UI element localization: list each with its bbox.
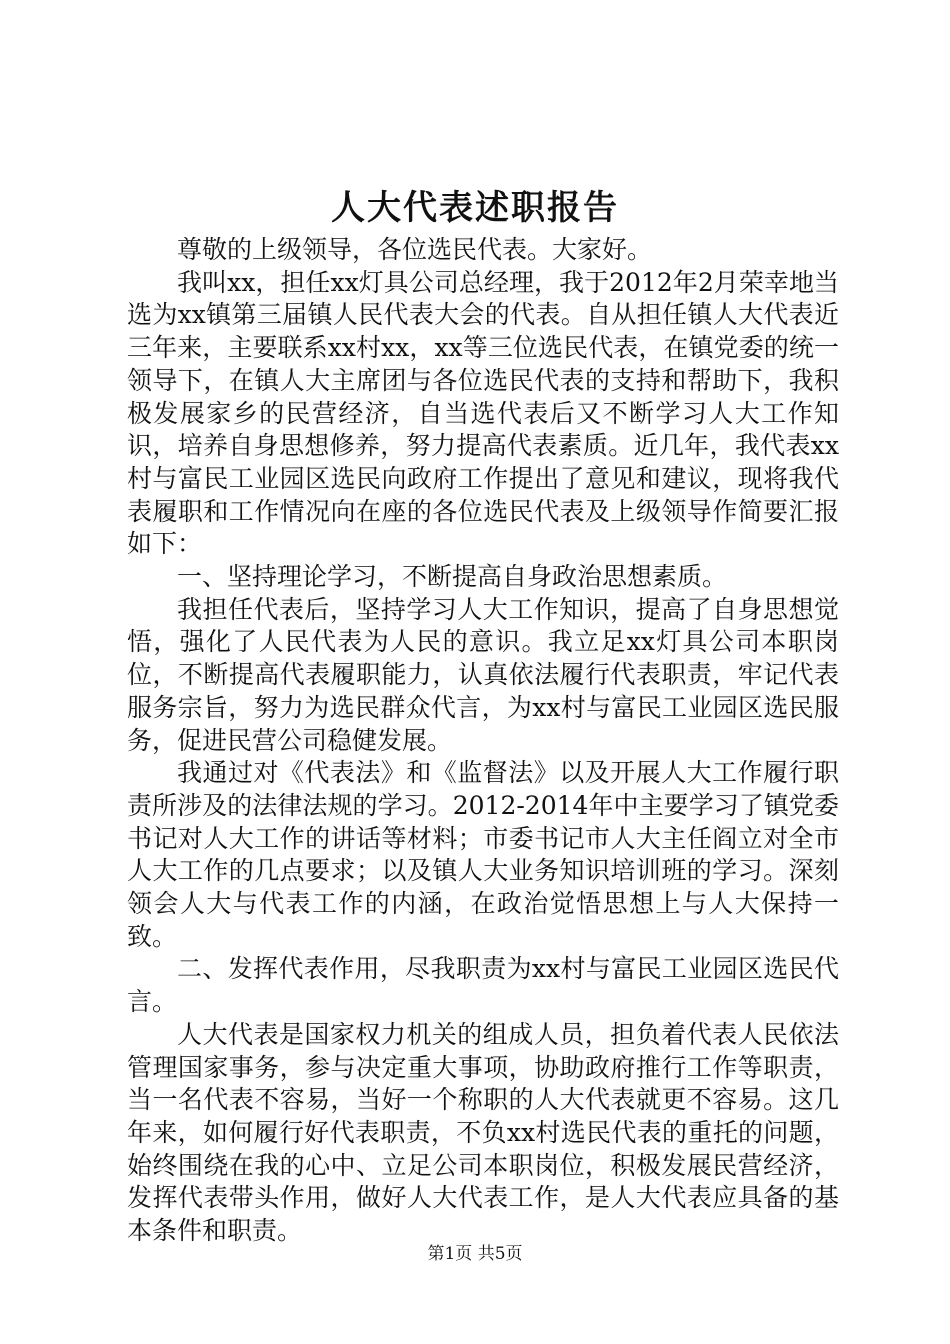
section-heading-1: 一、坚持理论学习，不断提高自身政治思想素质。 [177, 562, 728, 592]
paragraph-law-study: 我通过对《代表法》和《监督法》以及开展人大工作履行职责所涉及的法律法规的学习。2012-2014年中主要学习了镇党委书记对人大工作的讲话等材料；市委书记市人大主任阎立对全市人大工作的几点要求；以及镇人大业务知识培训班的学习。深刻领会人大与代表工作的内涵，在政治觉悟思想上与人大保持一致。 [127, 758, 839, 951]
section-heading-2: 二、发挥代表作用，尽我职责为xx村与富民工业园区选民代言。 [127, 954, 839, 1017]
paragraph-greeting: 尊敬的上级领导，各位选民代表。大家好。 [177, 235, 653, 264]
document-body [127, 234, 839, 1248]
paragraph-study-duty: 我担任代表后，坚持学习人大工作知识，提高了自身思想觉悟，强化了人民代表为人民的意识。我立足xx灯具公司本职岗位，不断提高代表履职能力，认真依法履行代表职责，牢记代表服务宗旨，努力为选民群众代言，为xx村与富民工业园区选民服务，促进民营公司稳健发展。 [127, 594, 839, 755]
document-title: 人大代表述职报告 [331, 188, 619, 228]
paragraph-introduction: 我叫xx，担任xx灯具公司总经理，我于2012年2月荣幸地当选为xx镇第三届镇人民代表大会的代表。自从担任镇人大代表近三年来，主要联系xx村xx，xx等三位选民代表，在镇党委的统一领导下，在镇人大主席团与各位选民代表的支持和帮助下，我积极发展家乡的民营经济，自当选代表后又不断学习人大工作知识，培养自身思想修养，努力提高代表素质。近几年，我代表xx村与富民工业园区选民向政府工作提出了意见和建议，现将我代表履职和工作情况向在座的各位选民代表及上级领导作简要汇报如下： [127, 267, 839, 559]
page-number-footer: 第1页 共5页 [427, 1244, 523, 1264]
paragraph-representative-role: 人大代表是国家权力机关的组成人员，担负着代表人民依法管理国家事务，参与决定重大事项，协助政府推行工作等职责，当一名代表不容易，当好一个称职的人大代表就更不容易。这几年来，如何履行好代表职责，不负xx村选民代表的重托的问题，始终围绕在我的心中、立足公司本职岗位，积极发展民营经济，发挥代表带头作用，做好人大代表工作，是人大代表应具备的基本条件和职责。 [127, 1019, 839, 1246]
